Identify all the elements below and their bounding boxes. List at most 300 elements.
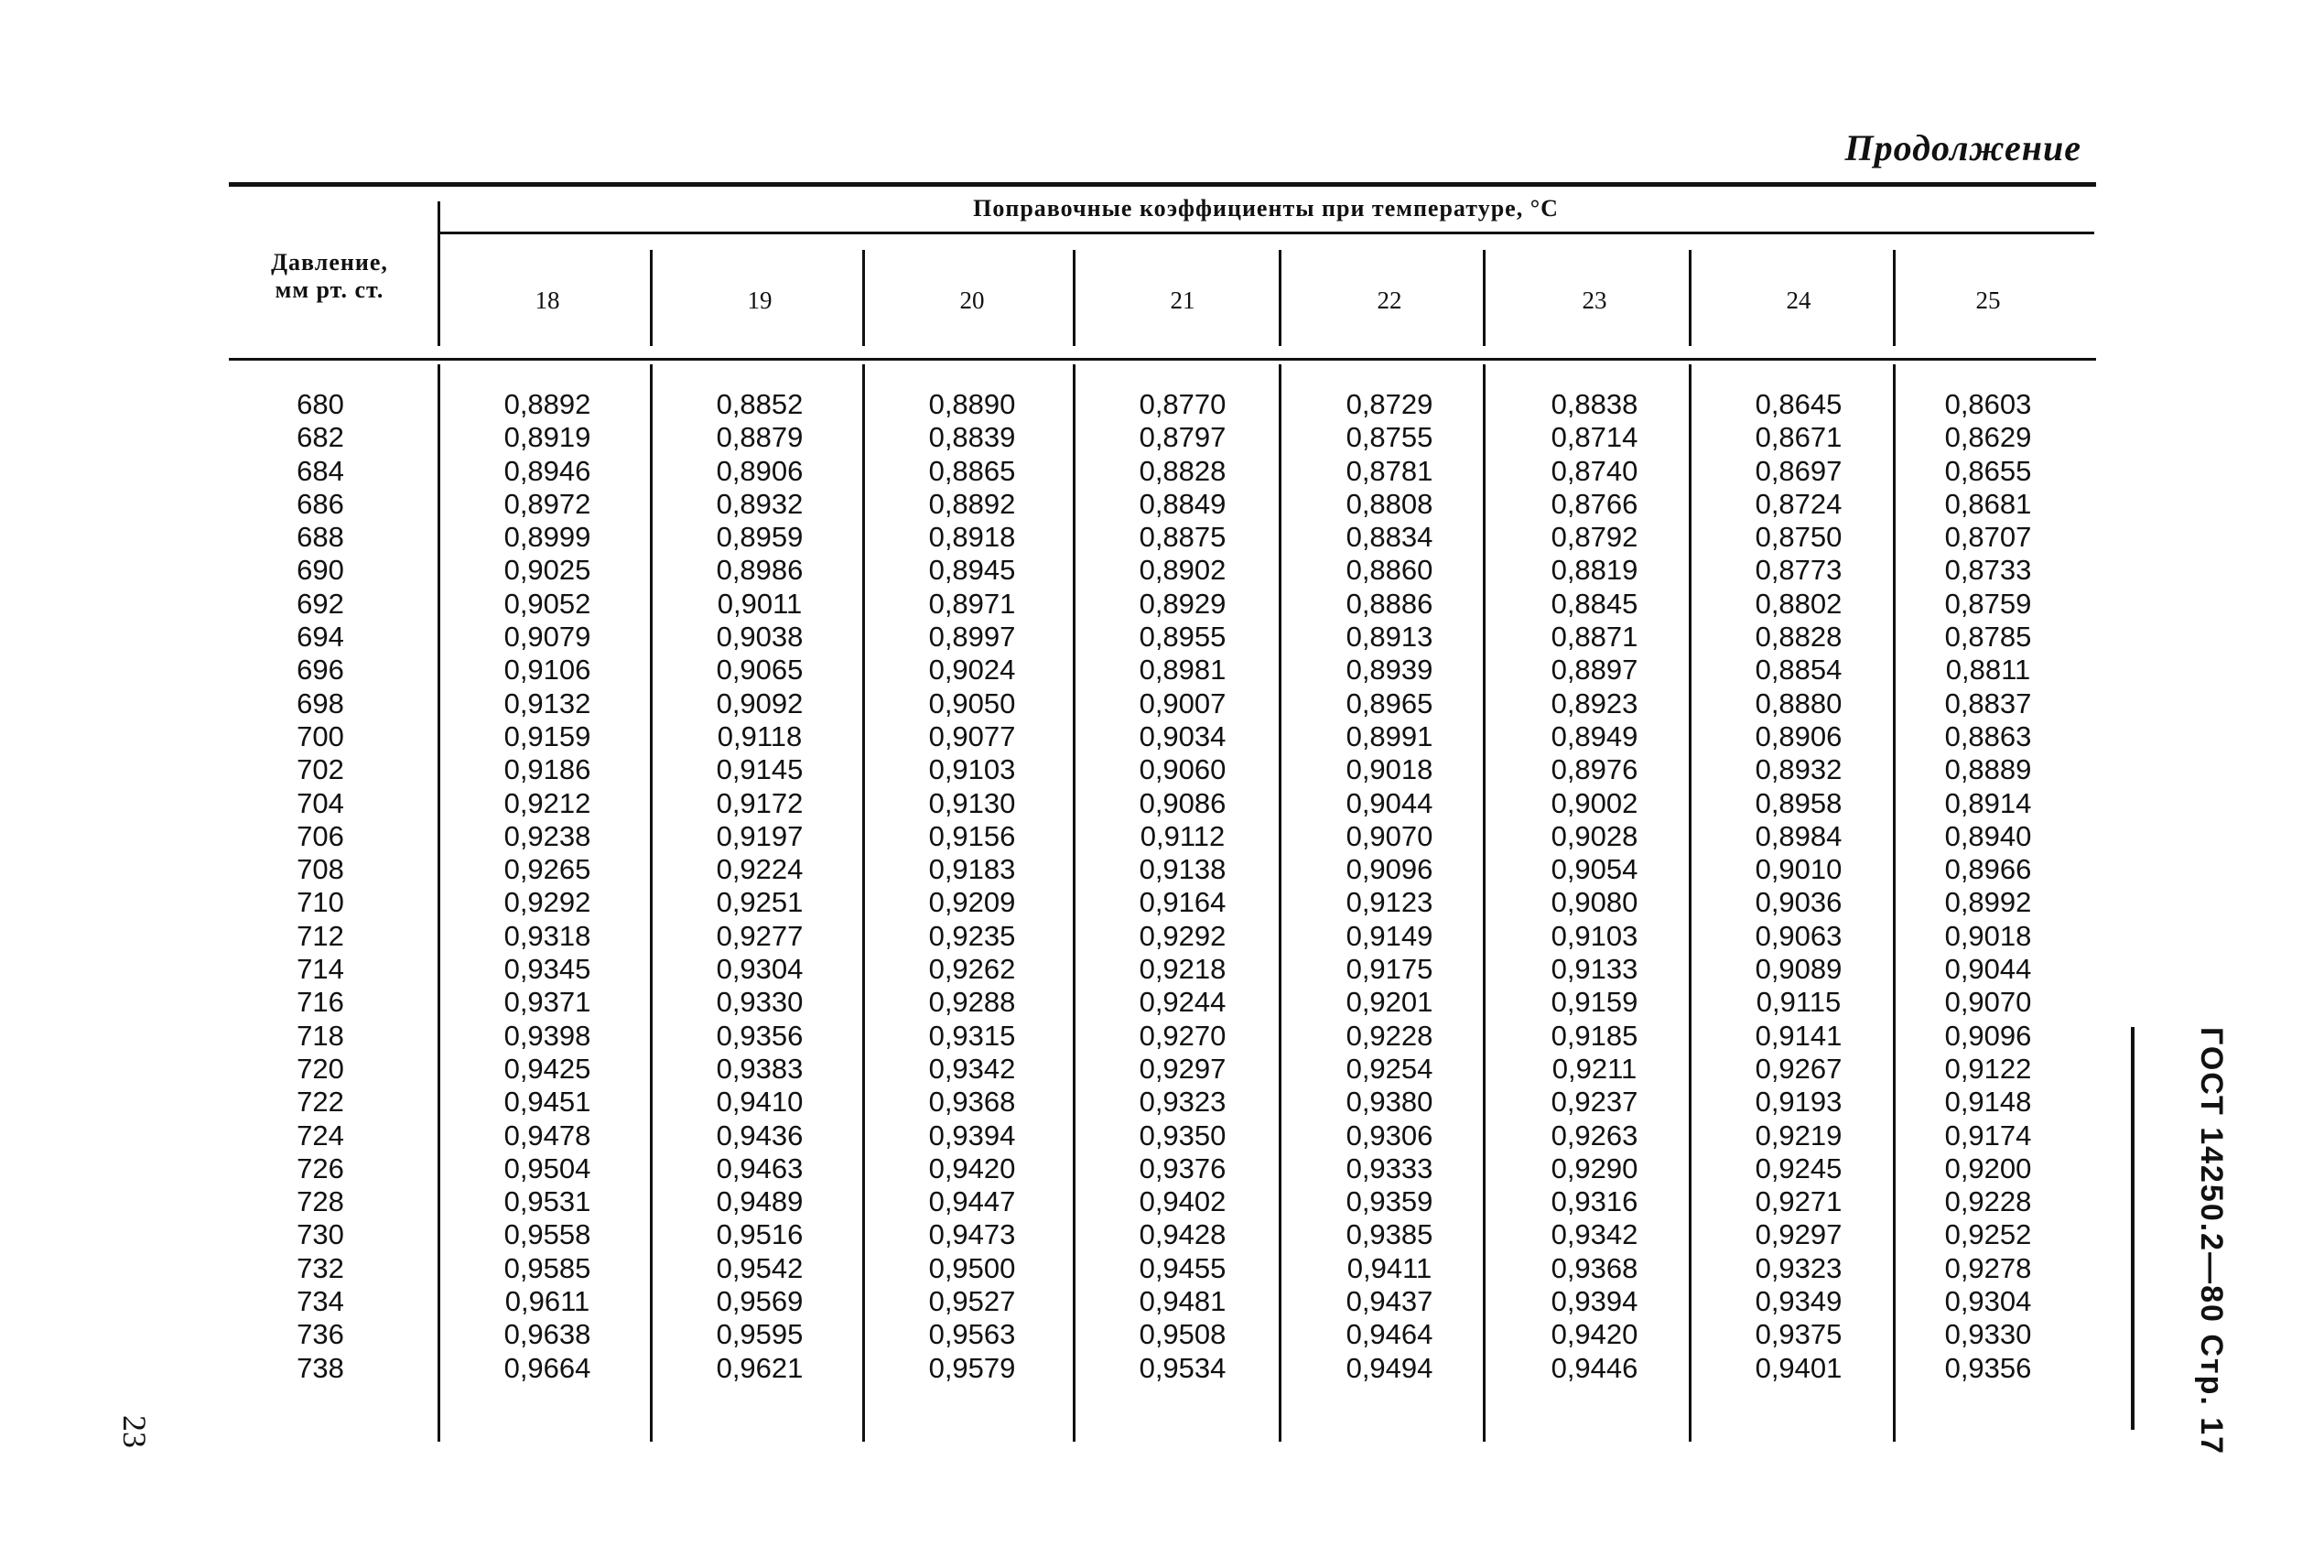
pressure-value: 708: [297, 853, 344, 886]
coefficient-value: 0,9024: [928, 654, 1016, 687]
coefficient-value: 0,8981: [1139, 654, 1227, 687]
coefficient-value: 0,9235: [928, 919, 1016, 952]
coefficient-value: 0,8671: [1755, 421, 1843, 454]
coefficient-value: 0,9050: [928, 687, 1016, 719]
coefficient-value: 0,8629: [1944, 421, 2032, 454]
pressure-value: 710: [297, 886, 344, 919]
coefficient-value: 0,9028: [1551, 819, 1638, 852]
coefficient-value: 0,9579: [928, 1351, 1016, 1384]
pressure-value: 702: [297, 753, 344, 786]
header-divider: [650, 250, 653, 346]
coefficient-value: 0,9451: [503, 1086, 591, 1119]
coefficient-value: 0,8906: [716, 454, 804, 487]
coefficient-value: 0,8886: [1346, 587, 1433, 620]
coefficient-value: 0,8837: [1944, 687, 2032, 719]
coefficient-value: 0,9112: [1140, 819, 1226, 852]
coefficient-column: [668, 388, 851, 1385]
coefficient-value: 0,9070: [1944, 986, 2032, 1019]
coefficient-value: 0,9315: [928, 1019, 1016, 1052]
coefficient-value: 0,8923: [1551, 687, 1638, 719]
body-divider: [1893, 364, 1896, 1442]
coefficient-column: [1503, 388, 1686, 1385]
coefficient-value: 0,8946: [503, 454, 591, 487]
coefficient-value: 0,9263: [1551, 1119, 1638, 1152]
coefficient-value: 0,9611: [504, 1285, 590, 1318]
coefficient-value: 0,9446: [1551, 1351, 1638, 1384]
temperature-header: 25: [1975, 287, 2001, 314]
coefficient-value: 0,9175: [1346, 953, 1433, 986]
coefficient-value: 0,9516: [716, 1218, 804, 1251]
coefficient-value: 0,9350: [1139, 1119, 1227, 1152]
coefficient-value: 0,8945: [928, 554, 1016, 587]
coefficient-value: 0,8880: [1755, 687, 1843, 719]
coefficient-value: 0,8919: [503, 421, 591, 454]
page-number: 23: [116, 1415, 153, 1448]
pressure-column: [265, 388, 375, 1385]
coefficient-value: 0,8811: [1945, 654, 2031, 687]
coefficient-value: 0,8875: [1139, 521, 1227, 554]
pressure-value: 706: [297, 819, 344, 852]
coefficient-value: 0,8750: [1755, 521, 1843, 554]
coefficient-value: 0,9148: [1944, 1086, 2032, 1119]
pressure-value: 732: [297, 1251, 344, 1284]
coefficient-value: 0,9318: [503, 919, 591, 952]
coefficient-value: 0,9200: [1944, 1152, 2032, 1184]
body-divider: [650, 364, 653, 1442]
coefficient-value: 0,8976: [1551, 753, 1638, 786]
coefficient-value: 0,8603: [1944, 388, 2032, 420]
coefficient-value: 0,9292: [1139, 919, 1227, 952]
coefficient-value: 0,9238: [503, 819, 591, 852]
coefficient-value: 0,9500: [928, 1251, 1016, 1284]
coefficient-value: 0,9172: [716, 786, 804, 819]
body-divider: [1073, 364, 1076, 1442]
pressure-value: 722: [297, 1086, 344, 1119]
coefficient-value: 0,9224: [716, 853, 804, 886]
body-divider: [862, 364, 865, 1442]
coefficient-value: 0,8918: [928, 521, 1016, 554]
coefficient-value: 0,9380: [1346, 1086, 1433, 1119]
coefficient-value: 0,9262: [928, 953, 1016, 986]
coefficient-value: 0,9130: [928, 786, 1016, 819]
header-divider: [1893, 250, 1896, 346]
pressure-value: 718: [297, 1019, 344, 1052]
coefficient-value: 0,8740: [1551, 454, 1638, 487]
coefficient-value: 0,9595: [716, 1318, 804, 1351]
coefficient-column: [1707, 388, 1890, 1385]
temperature-header: 18: [535, 287, 560, 314]
pressure-value: 730: [297, 1218, 344, 1251]
coefficient-value: 0,8929: [1139, 587, 1227, 620]
coefficient-value: 0,8991: [1346, 719, 1433, 752]
coefficient-column: [1091, 388, 1274, 1385]
pressure-value: 704: [297, 786, 344, 819]
coefficient-value: 0,8852: [716, 388, 804, 420]
coefficient-value: 0,9132: [503, 687, 591, 719]
coefficient-value: 0,9463: [716, 1152, 804, 1184]
coefficient-value: 0,9212: [503, 786, 591, 819]
coefficient-value: 0,9186: [503, 753, 591, 786]
coefficient-value: 0,9527: [928, 1285, 1016, 1318]
coefficient-value: 0,9145: [716, 753, 804, 786]
coefficient-value: 0,9494: [1346, 1351, 1433, 1384]
coefficient-value: 0,9531: [503, 1185, 591, 1218]
pressure-value: 696: [297, 654, 344, 687]
coefficient-value: 0,9290: [1551, 1152, 1638, 1184]
coefficient-value: 0,8914: [1944, 786, 2032, 819]
coefficient-value: 0,9185: [1551, 1019, 1638, 1052]
coefficient-value: 0,9245: [1755, 1152, 1843, 1184]
header-divider: [1689, 250, 1692, 346]
coefficient-value: 0,8729: [1346, 388, 1433, 420]
pressure-value: 690: [297, 554, 344, 587]
coefficient-value: 0,9585: [503, 1251, 591, 1284]
coefficient-value: 0,8865: [928, 454, 1016, 487]
coefficient-value: 0,8902: [1139, 554, 1227, 587]
coefficient-value: 0,9437: [1346, 1285, 1433, 1318]
coefficient-value: 0,9103: [928, 753, 1016, 786]
coefficient-value: 0,9141: [1755, 1019, 1843, 1052]
coefficient-value: 0,9002: [1551, 786, 1638, 819]
coefficient-value: 0,9156: [928, 819, 1016, 852]
coefficient-value: 0,9398: [503, 1019, 591, 1052]
coefficient-column: [881, 388, 1064, 1385]
pressure-value: 736: [297, 1318, 344, 1351]
coefficient-value: 0,9558: [503, 1218, 591, 1251]
coefficient-value: 0,9323: [1139, 1086, 1227, 1119]
coefficient-value: 0,9218: [1139, 953, 1227, 986]
coefficient-value: 0,8733: [1944, 554, 2032, 587]
coefficient-value: 0,9060: [1139, 753, 1227, 786]
coefficient-value: 0,8828: [1755, 621, 1843, 654]
coefficient-value: 0,8834: [1346, 521, 1433, 554]
coefficient-value: 0,9219: [1755, 1119, 1843, 1152]
coefficient-value: 0,9569: [716, 1285, 804, 1318]
coefficient-value: 0,8707: [1944, 521, 2032, 554]
temperature-header: 19: [747, 287, 773, 314]
coefficient-value: 0,9304: [1944, 1285, 2032, 1318]
coefficient-value: 0,9149: [1346, 919, 1433, 952]
coefficient-value: 0,8819: [1551, 554, 1638, 587]
header-divider: [862, 250, 865, 346]
coefficient-value: 0,9621: [716, 1351, 804, 1384]
header-bottom-rule: [229, 358, 2096, 361]
coefficient-value: 0,9478: [503, 1119, 591, 1152]
coefficient-value: 0,9122: [1944, 1052, 2032, 1085]
coefficient-value: 0,8972: [503, 487, 591, 520]
coefficient-value: 0,9070: [1346, 819, 1433, 852]
pressure-value: 734: [297, 1285, 344, 1318]
coefficient-value: 0,9018: [1944, 919, 2032, 952]
coefficient-value: 0,9508: [1139, 1318, 1227, 1351]
coefficient-value: 0,9034: [1139, 719, 1227, 752]
coefficient-value: 0,9201: [1346, 986, 1433, 1019]
pressure-value: 680: [297, 388, 344, 420]
side-label-rule: [2131, 1027, 2135, 1430]
coefficient-value: 0,8965: [1346, 687, 1433, 719]
coefficient-value: 0,9411: [1346, 1251, 1432, 1284]
coefficient-value: 0,9342: [928, 1052, 1016, 1085]
coefficient-value: 0,9304: [716, 953, 804, 986]
temperature-header: 21: [1170, 287, 1195, 314]
coefficient-value: 0,9368: [1551, 1251, 1638, 1284]
coefficient-value: 0,8781: [1346, 454, 1433, 487]
coefficient-value: 0,9103: [1551, 919, 1638, 952]
coefficient-value: 0,9342: [1551, 1218, 1638, 1251]
header-divider: [1279, 250, 1281, 346]
coefficient-value: 0,9270: [1139, 1019, 1227, 1052]
coefficient-value: 0,9265: [503, 853, 591, 886]
pressure-value: 688: [297, 521, 344, 554]
coefficient-value: 0,9638: [503, 1318, 591, 1351]
pressure-value: 714: [297, 953, 344, 986]
coefficient-value: 0,8766: [1551, 487, 1638, 520]
pressure-value: 686: [297, 487, 344, 520]
coefficient-column: [1897, 388, 2080, 1385]
coefficient-value: 0,9228: [1944, 1185, 2032, 1218]
coefficient-value: 0,9138: [1139, 853, 1227, 886]
pressure-value: 726: [297, 1152, 344, 1184]
body-divider: [1689, 364, 1692, 1442]
coefficient-value: 0,9065: [716, 654, 804, 687]
pressure-value: 694: [297, 621, 344, 654]
temperature-header: 22: [1377, 287, 1402, 314]
coefficient-value: 0,9193: [1755, 1086, 1843, 1119]
coefficient-value: 0,9251: [716, 886, 804, 919]
coefficient-value: 0,9464: [1346, 1318, 1433, 1351]
coefficient-value: 0,8932: [716, 487, 804, 520]
coefficient-value: 0,8839: [928, 421, 1016, 454]
coefficient-value: 0,9267: [1755, 1052, 1843, 1085]
coefficient-value: 0,9197: [716, 819, 804, 852]
pressure-header: Давление, мм рт. ст.: [271, 249, 388, 303]
coefficient-value: 0,8940: [1944, 819, 2032, 852]
coefficient-value: 0,8797: [1139, 421, 1227, 454]
coefficient-value: 0,9115: [1756, 986, 1842, 1019]
coefficient-value: 0,9489: [716, 1185, 804, 1218]
coefficient-value: 0,9563: [928, 1318, 1016, 1351]
pressure-value: 728: [297, 1185, 344, 1218]
coefficient-column: [1298, 388, 1481, 1385]
coefficient-value: 0,9063: [1755, 919, 1843, 952]
pressure-value: 698: [297, 687, 344, 719]
coefficient-value: 0,9420: [1551, 1318, 1638, 1351]
temperature-group-header: Поправочные коэффициенты при температуре, °С: [973, 195, 1559, 222]
coefficient-value: 0,9410: [716, 1086, 804, 1119]
coefficient-value: 0,8838: [1551, 388, 1638, 420]
coefficient-value: 0,9394: [1551, 1285, 1638, 1318]
coefficient-value: 0,9054: [1551, 853, 1638, 886]
pressure-value: 684: [297, 454, 344, 487]
header-divider: [438, 201, 440, 346]
coefficient-value: 0,8845: [1551, 587, 1638, 620]
pressure-value: 720: [297, 1052, 344, 1085]
coefficient-value: 0,8949: [1551, 719, 1638, 752]
coefficient-value: 0,9306: [1346, 1119, 1433, 1152]
pressure-value: 716: [297, 986, 344, 1019]
coefficient-value: 0,8939: [1346, 654, 1433, 687]
coefficient-value: 0,9330: [716, 986, 804, 1019]
coefficient-value: 0,8724: [1755, 487, 1843, 520]
coefficient-value: 0,8849: [1139, 487, 1227, 520]
coefficient-column: [456, 388, 639, 1385]
coefficient-value: 0,9159: [503, 719, 591, 752]
body-divider: [1279, 364, 1281, 1442]
coefficient-value: 0,8854: [1755, 654, 1843, 687]
coefficient-value: 0,8860: [1346, 554, 1433, 587]
coefficient-value: 0,8863: [1944, 719, 2032, 752]
body-divider: [1483, 364, 1486, 1442]
temperature-header: 23: [1582, 287, 1607, 314]
coefficient-value: 0,8992: [1944, 886, 2032, 919]
coefficient-value: 0,8773: [1755, 554, 1843, 587]
coefficient-value: 0,9401: [1755, 1351, 1843, 1384]
gost-page-label: ГОСТ 14250.2—80 Стр. 17: [2194, 1027, 2229, 1456]
coefficient-value: 0,8955: [1139, 621, 1227, 654]
coefficient-value: 0,8770: [1139, 388, 1227, 420]
coefficient-value: 0,9402: [1139, 1185, 1227, 1218]
coefficient-value: 0,9664: [503, 1351, 591, 1384]
coefficient-value: 0,8828: [1139, 454, 1227, 487]
coefficient-value: 0,9385: [1346, 1218, 1433, 1251]
coefficient-value: 0,9297: [1139, 1052, 1227, 1085]
coefficient-value: 0,9349: [1755, 1285, 1843, 1318]
coefficient-value: 0,9447: [928, 1185, 1016, 1218]
coefficient-value: 0,9209: [928, 886, 1016, 919]
coefficient-value: 0,9359: [1346, 1185, 1433, 1218]
coefficient-value: 0,9086: [1139, 786, 1227, 819]
coefficient-value: 0,9010: [1755, 853, 1843, 886]
coefficient-value: 0,9288: [928, 986, 1016, 1019]
coefficient-value: 0,9052: [503, 587, 591, 620]
coefficient-value: 0,8986: [716, 554, 804, 587]
coefficient-value: 0,9211: [1551, 1052, 1638, 1085]
header-divider: [1483, 250, 1486, 346]
coefficient-value: 0,9455: [1139, 1251, 1227, 1284]
coefficient-value: 0,9044: [1944, 953, 2032, 986]
coefficient-value: 0,8808: [1346, 487, 1433, 520]
coefficient-value: 0,9356: [716, 1019, 804, 1052]
coefficient-value: 0,8999: [503, 521, 591, 554]
coefficient-value: 0,8792: [1551, 521, 1638, 554]
coefficient-value: 0,8871: [1551, 621, 1638, 654]
coefficient-value: 0,8645: [1755, 388, 1843, 420]
coefficient-value: 0,9333: [1346, 1152, 1433, 1184]
coefficient-value: 0,8889: [1944, 753, 2032, 786]
coefficient-value: 0,9542: [716, 1251, 804, 1284]
coefficient-value: 0,9368: [928, 1086, 1016, 1119]
coefficient-value: 0,8802: [1755, 587, 1843, 620]
coefficient-value: 0,9092: [716, 687, 804, 719]
coefficient-value: 0,9183: [928, 853, 1016, 886]
coefficient-value: 0,9504: [503, 1152, 591, 1184]
coefficient-value: 0,8958: [1755, 786, 1843, 819]
coefficient-value: 0,9118: [717, 719, 803, 752]
coefficient-value: 0,9237: [1551, 1086, 1638, 1119]
coefficient-value: 0,9228: [1346, 1019, 1433, 1052]
coefficient-value: 0,9277: [716, 919, 804, 952]
temperature-header: 20: [959, 287, 985, 314]
coefficient-value: 0,8932: [1755, 753, 1843, 786]
coefficient-value: 0,8997: [928, 621, 1016, 654]
coefficient-value: 0,8971: [928, 587, 1016, 620]
coefficient-value: 0,9425: [503, 1052, 591, 1085]
coefficient-value: 0,9356: [1944, 1351, 2032, 1384]
pressure-value: 724: [297, 1119, 344, 1152]
coefficient-value: 0,9038: [716, 621, 804, 654]
coefficient-value: 0,9123: [1346, 886, 1433, 919]
pressure-value: 692: [297, 587, 344, 620]
coefficient-value: 0,9252: [1944, 1218, 2032, 1251]
coefficient-value: 0,9011: [717, 587, 803, 620]
coefficient-value: 0,9036: [1755, 886, 1843, 919]
coefficient-value: 0,8984: [1755, 819, 1843, 852]
coefficient-value: 0,9436: [716, 1119, 804, 1152]
continued-label: Продолжение: [1844, 127, 2081, 168]
coefficient-value: 0,9481: [1139, 1285, 1227, 1318]
coefficient-value: 0,9096: [1944, 1019, 2032, 1052]
coefficient-value: 0,8897: [1551, 654, 1638, 687]
coefficient-value: 0,8681: [1944, 487, 2032, 520]
coefficient-value: 0,8890: [928, 388, 1016, 420]
coefficient-value: 0,9420: [928, 1152, 1016, 1184]
header-divider: [1073, 250, 1076, 346]
pressure-value: 682: [297, 421, 344, 454]
coefficient-value: 0,9106: [503, 654, 591, 687]
temperature-header: 24: [1786, 287, 1811, 314]
coefficient-value: 0,9375: [1755, 1318, 1843, 1351]
coefficient-value: 0,8892: [503, 388, 591, 420]
coefficient-value: 0,9428: [1139, 1218, 1227, 1251]
coefficient-value: 0,9025: [503, 554, 591, 587]
coefficient-value: 0,9007: [1139, 687, 1227, 719]
coefficient-value: 0,9164: [1139, 886, 1227, 919]
coefficient-value: 0,8906: [1755, 719, 1843, 752]
coefficient-value: 0,9244: [1139, 986, 1227, 1019]
coefficient-value: 0,9254: [1346, 1052, 1433, 1085]
coefficient-value: 0,9345: [503, 953, 591, 986]
coefficient-value: 0,8966: [1944, 853, 2032, 886]
coefficient-value: 0,8879: [716, 421, 804, 454]
coefficient-value: 0,9371: [503, 986, 591, 1019]
body-divider: [438, 364, 440, 1442]
top-rule: [229, 182, 2096, 187]
coefficient-value: 0,9316: [1551, 1185, 1638, 1218]
coefficient-value: 0,9383: [716, 1052, 804, 1085]
pressure-value: 700: [297, 719, 344, 752]
coefficient-value: 0,8892: [928, 487, 1016, 520]
coefficient-value: 0,8913: [1346, 621, 1433, 654]
coefficient-value: 0,9080: [1551, 886, 1638, 919]
coefficient-value: 0,8755: [1346, 421, 1433, 454]
coefficient-value: 0,8655: [1944, 454, 2032, 487]
coefficient-value: 0,9018: [1346, 753, 1433, 786]
coefficient-value: 0,9089: [1755, 953, 1843, 986]
coefficient-value: 0,8785: [1944, 621, 2032, 654]
group-header-rule: [438, 232, 2094, 234]
coefficient-value: 0,9044: [1346, 786, 1433, 819]
coefficient-value: 0,9174: [1944, 1119, 2032, 1152]
coefficient-value: 0,9323: [1755, 1251, 1843, 1284]
coefficient-value: 0,9079: [503, 621, 591, 654]
coefficient-value: 0,8959: [716, 521, 804, 554]
coefficient-value: 0,9096: [1346, 853, 1433, 886]
coefficient-value: 0,9376: [1139, 1152, 1227, 1184]
pressure-value: 738: [297, 1351, 344, 1384]
pressure-value: 712: [297, 919, 344, 952]
coefficient-value: 0,9292: [503, 886, 591, 919]
coefficient-value: 0,9271: [1755, 1185, 1843, 1218]
